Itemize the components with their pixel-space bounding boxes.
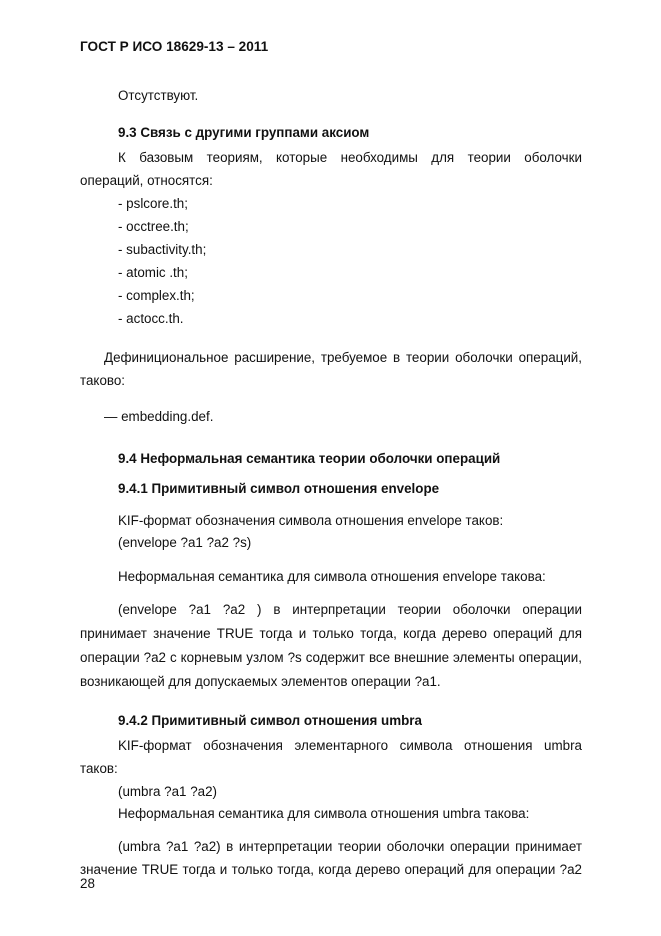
section-9-3-heading: 9.3 Связь с другими группами аксиом — [118, 125, 370, 140]
kif-format-line: KIF-формат обозначения символа отношения envelope таков: — [118, 513, 504, 528]
definitional-extension-item: — embedding.def. — [104, 409, 214, 424]
envelope-paragraph-line3: операции ?a2 с корневым узлом ?s содержит все внешние элементы операции, — [80, 650, 582, 665]
umbra-paragraph-line1: (umbra ?a1 ?a2) в интерпретации теории оболочки операции принимает — [118, 839, 582, 854]
umbra-kif-format-line1: KIF-формат обозначения элементарного символа отношения umbra — [118, 738, 582, 753]
definitional-extension-line1: Дефинициональное расширение, требуемое в теории оболочки операций, — [104, 350, 582, 365]
list-item: - occtree.th; — [118, 219, 189, 234]
umbra-kif-expression: (umbra ?a1 ?a2) — [118, 784, 217, 799]
list-item: - complex.th; — [118, 288, 195, 303]
page-number: 28 — [80, 876, 95, 891]
section-9-3-intro-line1: К базовым теориям, которые необходимы для теории оболочки — [118, 150, 582, 165]
informal-semantics-line: Неформальная семантика для символа отношения envelope такова: — [118, 569, 546, 584]
section-9-4-1-heading: 9.4.1 Примитивный символ отношения envelope — [118, 481, 440, 496]
section-9-4-2-heading: 9.4.2 Примитивный символ отношения umbra — [118, 713, 422, 728]
list-item: - actocc.th. — [118, 311, 184, 326]
kif-expression: (envelope ?a1 ?a2 ?s) — [118, 535, 252, 550]
section-9-3-intro-line2: операций, относятся: — [80, 173, 213, 188]
umbra-paragraph-line2: значение TRUE тогда и только тогда, когда дерево операций для операции ?a2 — [80, 862, 582, 877]
section-9-4-heading: 9.4 Неформальная семантика теории оболочки операций — [118, 451, 501, 466]
envelope-paragraph-line2: принимает значение TRUE тогда и только тогда, когда дерево операций для — [80, 626, 582, 641]
list-item: - subactivity.th; — [118, 242, 207, 257]
umbra-kif-format-line2: таков: — [80, 761, 118, 776]
paragraph-absent: Отсутствуют. — [118, 88, 199, 103]
list-item: - atomic .th; — [118, 265, 188, 280]
envelope-paragraph-line1: (envelope ?a1 ?a2 ) в интерпретации теории оболочки операции — [118, 602, 582, 617]
list-item: - pslcore.th; — [118, 196, 188, 211]
document-code-header: ГОСТ Р ИСО 18629-13 – 2011 — [80, 39, 269, 54]
umbra-informal-semantics-line: Неформальная семантика для символа отношения umbra такова: — [118, 806, 530, 821]
envelope-paragraph-line4: возникающей для допускаемых элементов операции ?a1. — [80, 674, 441, 689]
definitional-extension-line2: таково: — [80, 373, 126, 388]
